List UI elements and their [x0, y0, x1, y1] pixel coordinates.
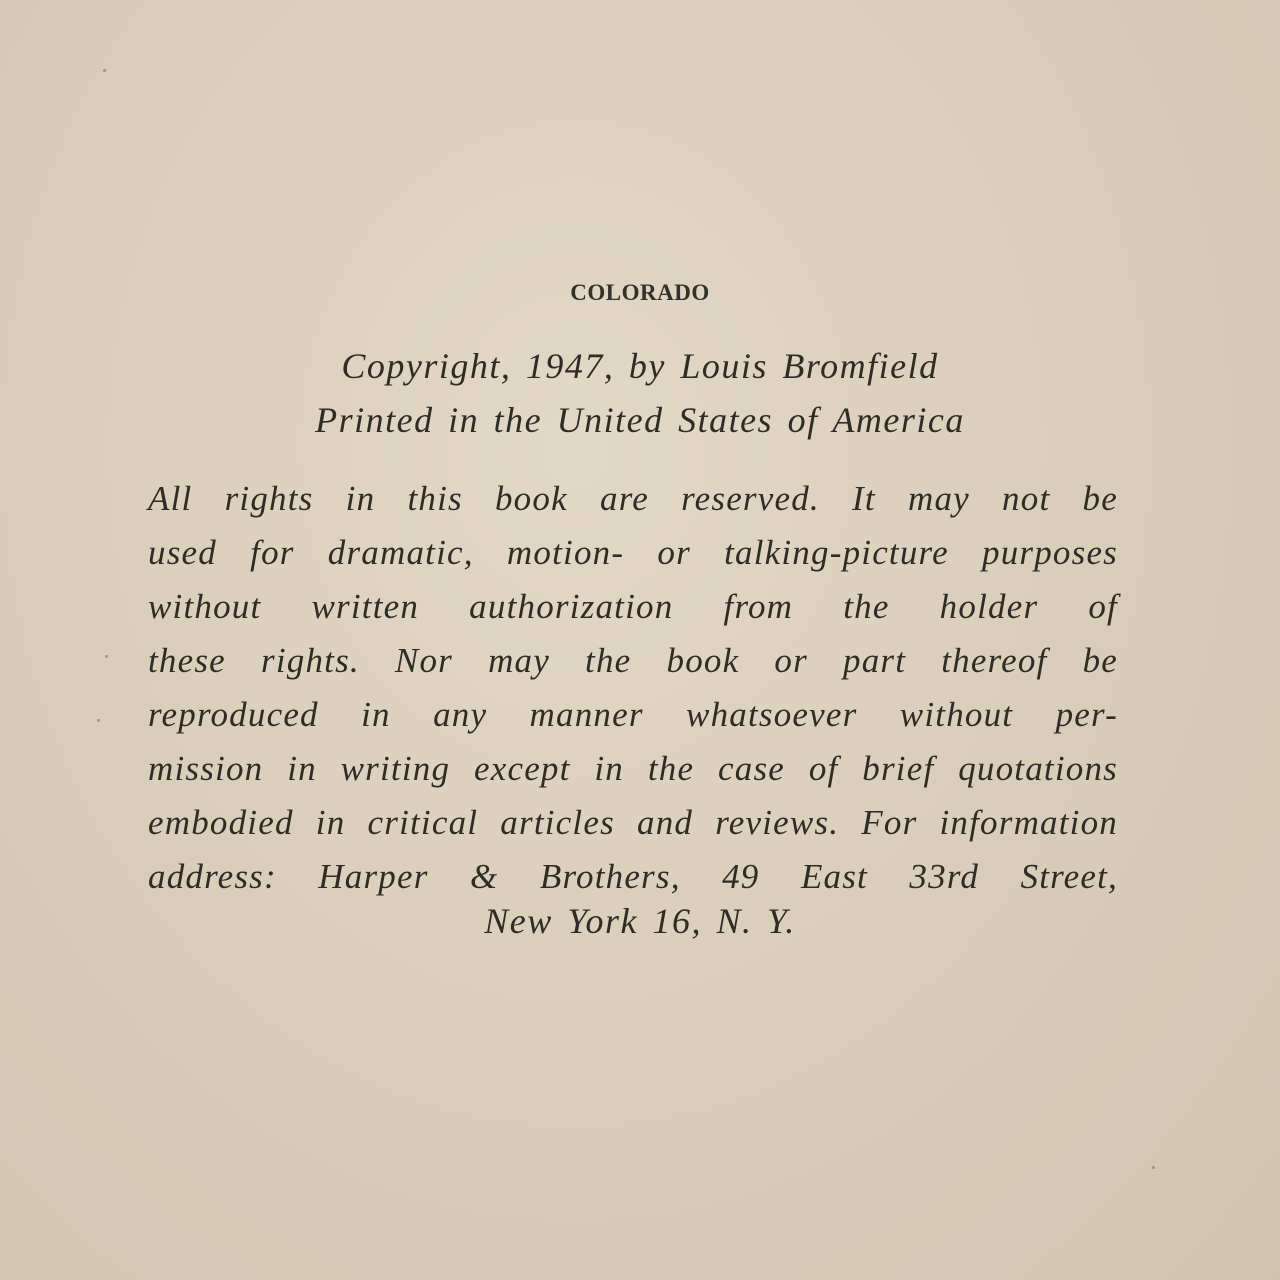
copyright-statement: Copyright, 1947, by Louis Bromfield — [341, 346, 939, 386]
paper-speck — [103, 69, 106, 72]
rights-notice — [148, 472, 1118, 904]
rights-notice-line: All rights in this book are reserved. It may not be — [148, 479, 1118, 518]
publisher-city: New York 16, N. Y. — [484, 901, 796, 941]
rights-notice-line: these rights. Nor may the book or part thereof be — [148, 641, 1118, 680]
book-title: COLORADO — [570, 280, 710, 305]
rights-notice-line: used for dramatic, motion- or talking-picture purposes — [148, 533, 1118, 572]
rights-notice-line: reproduced in any manner whatsoever without per- — [148, 695, 1118, 734]
rights-notice-line: embodied in critical articles and reviews. For information — [148, 803, 1118, 842]
rights-notice-line: without written authorization from the holder of — [148, 587, 1118, 626]
rights-notice-line: address: Harper & Brothers, 49 East 33rd Street, — [148, 857, 1118, 896]
rights-notice-line: mission in writing except in the case of brief quotations — [148, 749, 1118, 788]
printed-in-statement: Printed in the United States of America — [315, 400, 965, 440]
paper-speck — [1152, 1166, 1155, 1169]
paper-speck — [97, 719, 100, 722]
paper-speck — [105, 655, 108, 658]
